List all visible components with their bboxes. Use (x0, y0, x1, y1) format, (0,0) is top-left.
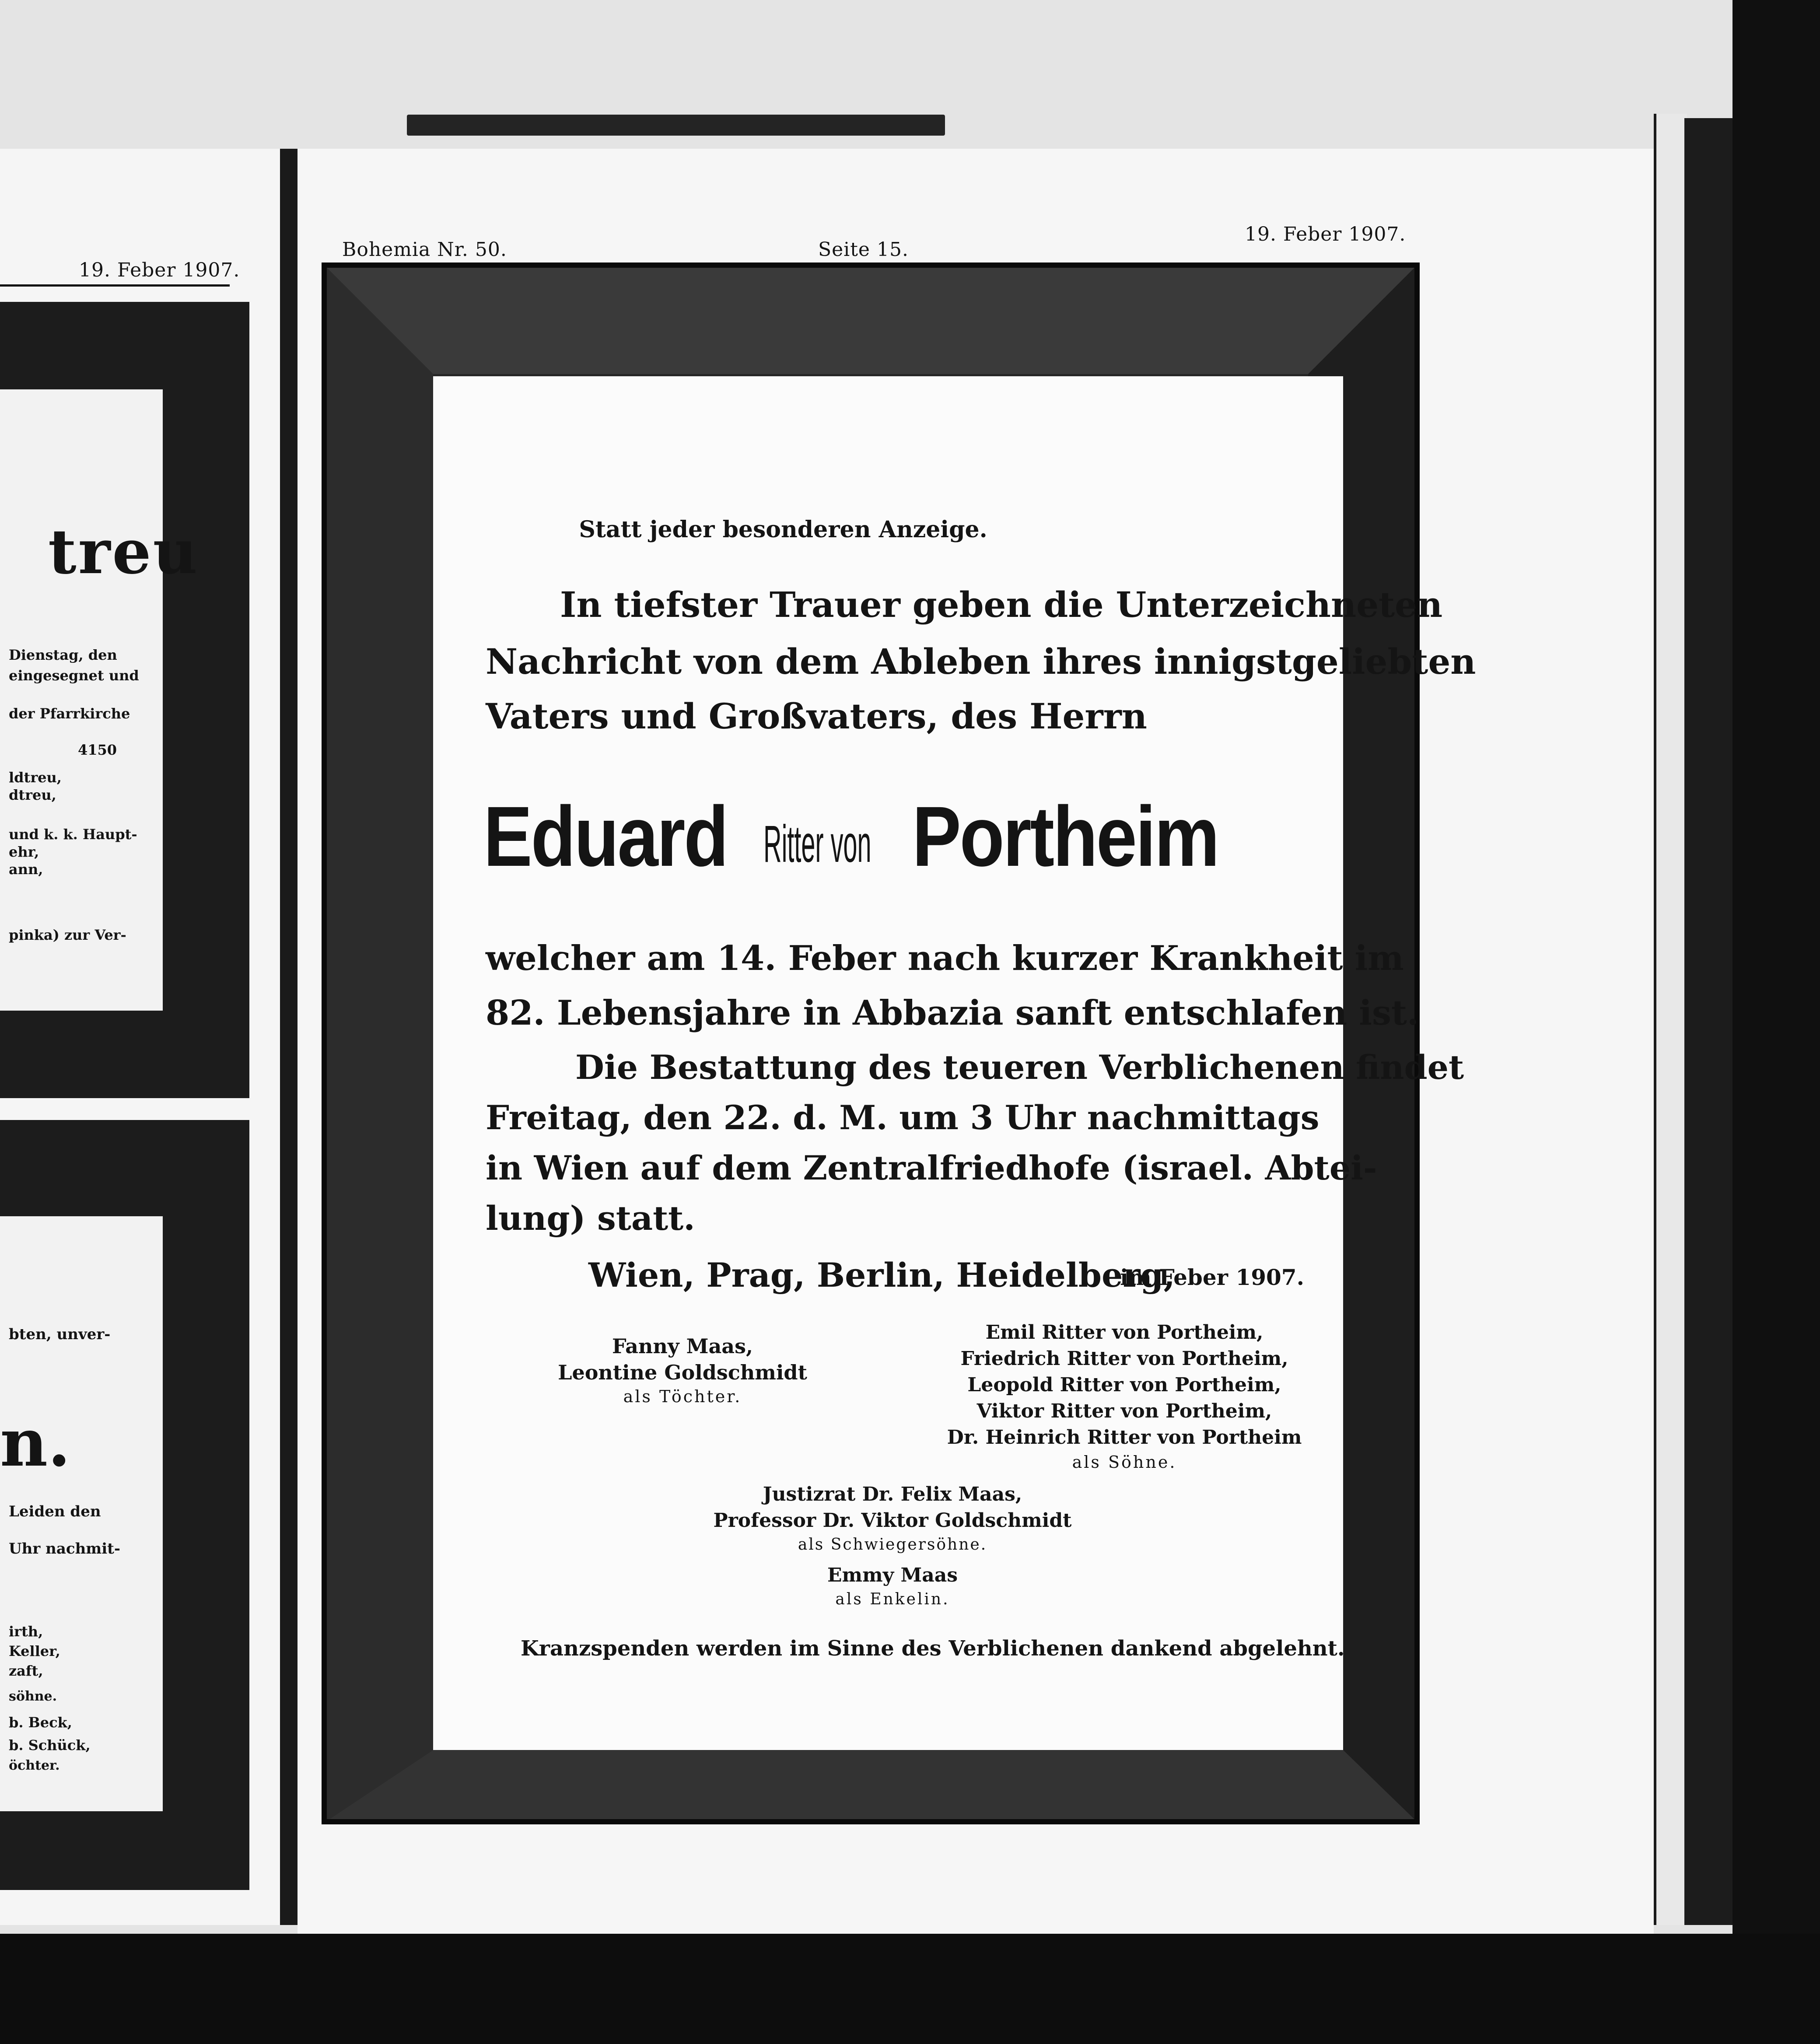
left-fragment: öchter. (9, 1758, 60, 1773)
header-date: 19. Feber 1907. (1245, 223, 1406, 245)
left-fragment: bten, unver- (9, 1326, 111, 1343)
notice-para1-line: Nachricht von dem Ableben ihres innigstgeliebten (486, 641, 1476, 682)
scanner-dark-edge (1732, 0, 1820, 2044)
left-fragment: Dienstag, den (9, 647, 117, 663)
left-fragment: dtreu, (9, 787, 56, 803)
left-fragment: Leiden den (9, 1503, 101, 1520)
signature-son: Dr. Heinrich Ritter von Portheim (947, 1426, 1302, 1449)
left-fragment: der Pfarrkirche (9, 705, 130, 722)
header-publication: Bohemia Nr. 50. (342, 238, 507, 261)
left-fragment: irth, (9, 1623, 43, 1640)
left-notice-top (0, 389, 163, 1011)
signature-son-in-law: Professor Dr. Viktor Goldschmidt (713, 1509, 1072, 1532)
left-fragment: b. Schück, (9, 1737, 91, 1754)
signature-son: Viktor Ritter von Portheim, (976, 1400, 1272, 1422)
signature-son-in-law: Justizrat Dr. Felix Maas, (763, 1483, 1022, 1505)
left-fragment: Uhr nachmit- (9, 1540, 120, 1558)
signature-daughter: Leontine Goldschmidt (558, 1361, 807, 1384)
notice-para3-line: in Wien auf dem Zentralfriedhofe (israel. Abtei- (486, 1148, 1377, 1187)
left-fragment: pinka) zur Ver- (9, 927, 126, 943)
signature-grandchild-role: als Enkelin. (835, 1590, 950, 1608)
left-fragment: n. (0, 1404, 71, 1481)
left-fragment: b. Beck, (9, 1714, 72, 1731)
signature-son: Friedrich Ritter von Portheim, (960, 1348, 1288, 1370)
left-fragment: 4150 (78, 742, 117, 758)
notice-places: Wien, Prag, Berlin, Heidelberg, (588, 1256, 1175, 1295)
signature-daughters-role: als Töchter. (623, 1387, 742, 1406)
notice-para3-line: lung) statt. (486, 1199, 695, 1238)
header-page-number: Seite 15. (818, 238, 909, 261)
left-fragment: treu (48, 516, 200, 588)
notice-para3-line: Freitag, den 22. d. M. um 3 Uhr nachmittags (486, 1098, 1320, 1137)
signature-son: Leopold Ritter von Portheim, (967, 1374, 1281, 1396)
scanner-bottom-edge (0, 1934, 1820, 2044)
left-page-rule (0, 284, 230, 287)
page-stack-edge (1654, 114, 1687, 1925)
left-fragment: söhne. (9, 1689, 57, 1704)
notice-footer: Kranzspenden werden im Sinne des Verblichenen dankend abgelehnt. (521, 1636, 1345, 1661)
deceased-last-name: Portheim (912, 789, 1218, 884)
left-fragment: ldtreu, (9, 769, 62, 786)
left-fragment: ann, (9, 861, 43, 878)
book-gutter (280, 149, 298, 1925)
left-page-date: 19. Feber 1907. (79, 259, 240, 281)
left-fragment: ehr, (9, 844, 39, 860)
left-fragment: zaft, (9, 1662, 43, 1679)
book-top-edge (407, 115, 945, 136)
left-fragment: Keller, (9, 1643, 60, 1659)
signature-daughter: Fanny Maas, (612, 1334, 753, 1358)
deceased-title: Ritter von (763, 815, 872, 873)
deceased-first-name: Eduard (483, 789, 728, 884)
book-cover-edge (1684, 118, 1732, 1925)
signature-sons-role: als Söhne. (1072, 1452, 1177, 1472)
signature-son: Emil Ritter von Portheim, (985, 1321, 1264, 1344)
notice-para2-line: welcher am 14. Feber nach kurzer Krankheit im (486, 938, 1404, 978)
signature-grandchild: Emmy Maas (827, 1564, 958, 1586)
notice-para3-line: Die Bestattung des teueren Verblichenen findet (575, 1048, 1464, 1087)
notice-para2-line: 82. Lebensjahre in Abbazia sanft entschlafen ist. (486, 993, 1419, 1033)
notice-para1-line: Vaters und Großvaters, des Herrn (486, 696, 1147, 737)
left-fragment: eingesegnet und (9, 667, 139, 684)
signature-sons-in-law-role: als Schwiegersöhne. (798, 1536, 987, 1554)
left-fragment: und k. k. Haupt- (9, 826, 137, 843)
notice-date: im Feber 1907. (1120, 1264, 1304, 1290)
notice-para1-line: In tiefster Trauer geben die Unterzeichneten (560, 584, 1443, 625)
notice-intro: Statt jeder besonderen Anzeige. (579, 516, 987, 543)
